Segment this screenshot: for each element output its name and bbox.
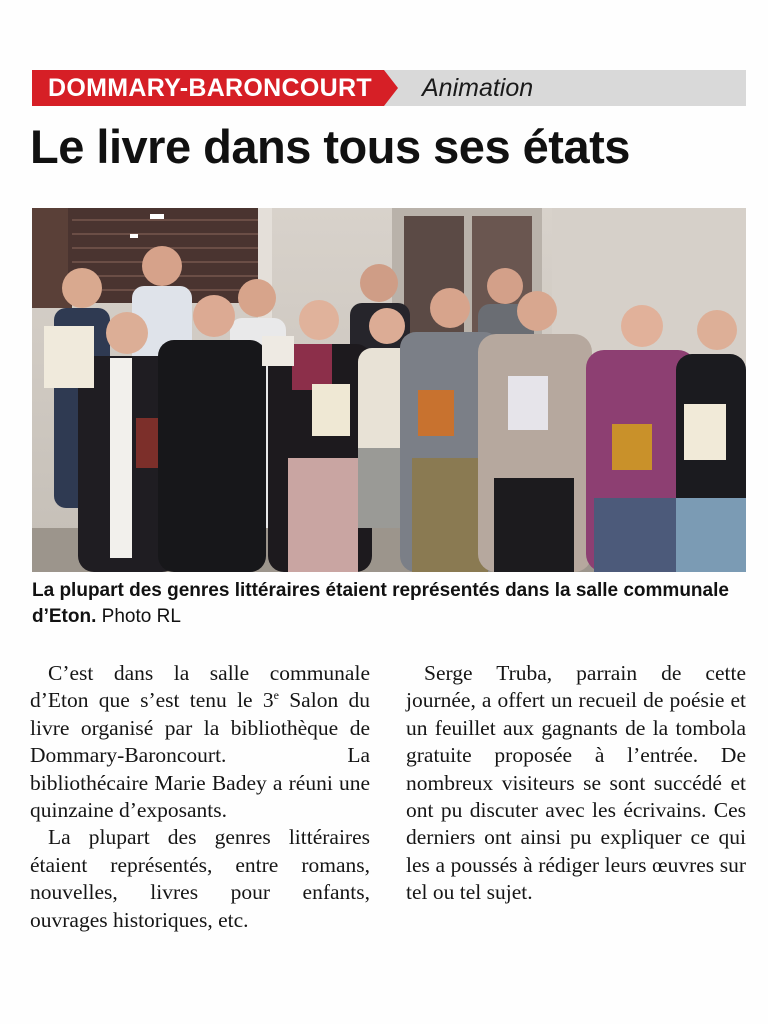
paragraph-text: Salon du livre organisé par la bibliothèque de Dommary-Baroncourt. La bibliothécaire Marie Badey a réuni une quinzaine d’exposants. [30,688,370,823]
kicker-rubric: Animation [422,74,534,102]
headline: Le livre dans tous ses états [30,120,630,173]
photo-credit: Photo RL [101,606,181,627]
article-paragraph [30,660,370,824]
group-photo-icon [32,208,746,572]
photo-caption [32,578,746,630]
paragraph-text: C’est dans la salle communale d’Eton que s’est tenu le 3 [30,661,370,713]
ordinal-suffix: e [273,688,279,703]
kicker-arrow-icon [384,70,398,106]
article-paragraph: La plupart des genres littéraires étaient représentés, entre romans, nouvelles, livres pour enfants, ouvrages historiques, etc. [30,825,370,932]
article-photo [32,208,746,572]
article-column-left [30,660,370,934]
caption-text: La plupart des genres littéraires étaient représentés dans la salle communale d’Eton. [32,580,729,627]
article-column-right [406,660,746,907]
article-paragraph: Serge Truba, parrain de cette journée, a offert un recueil de poésie et un feuillet aux gagnants de la tombola gratuite proposée à l’entrée. De nombreux visiteurs se sont succédé et ont pu discuter avec les écrivains. Ces derniers ont ainsi pu expliquer ce qui les a poussés à rédiger leurs œuvres sur tel ou tel sujet. [406,661,746,905]
section-kicker [32,70,746,106]
kicker-location: DOMMARY-BARONCOURT [32,70,384,106]
